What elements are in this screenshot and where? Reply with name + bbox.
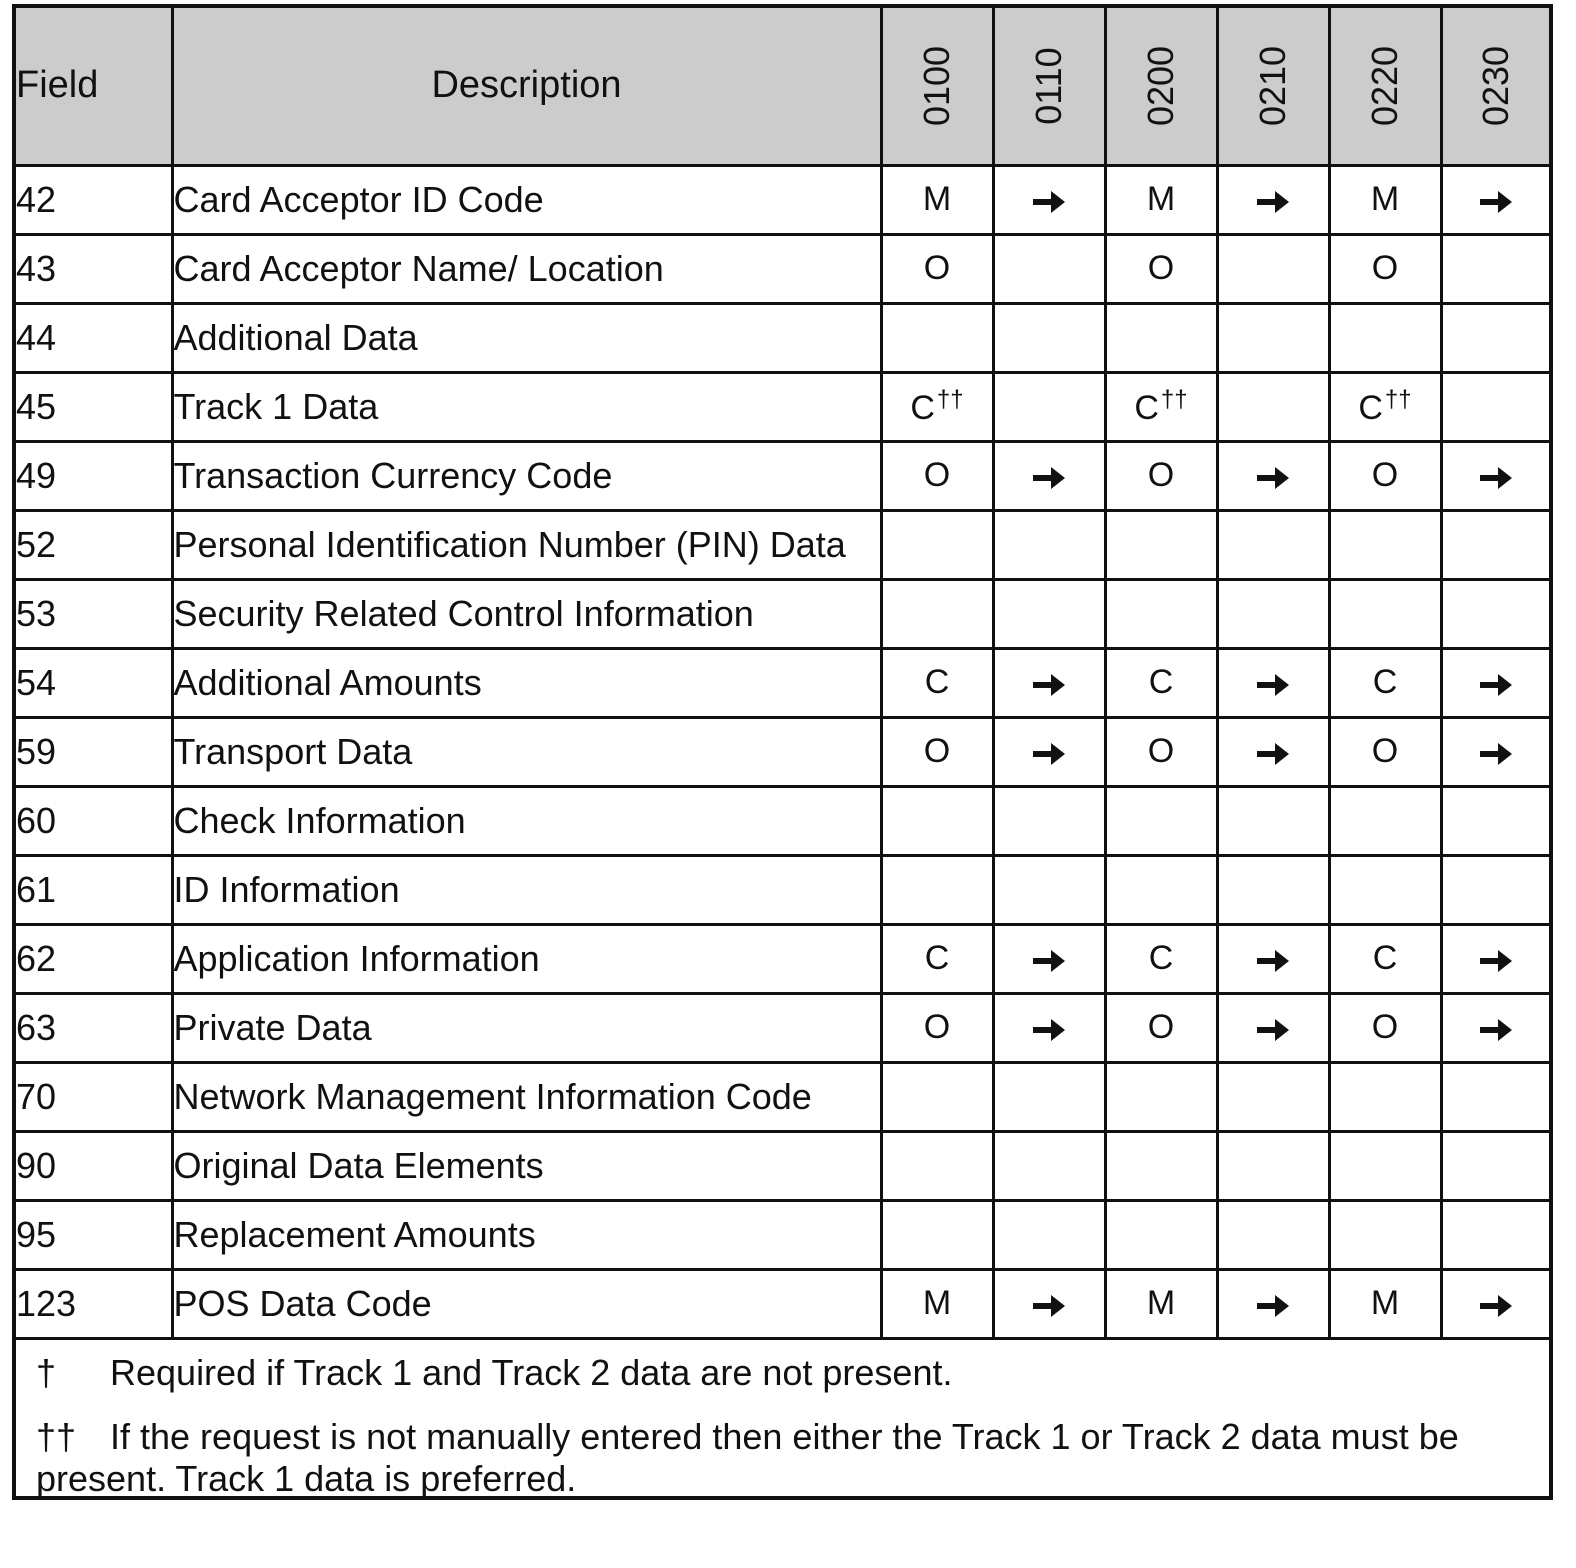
empty-cell bbox=[1441, 234, 1549, 303]
empty-cell bbox=[1329, 510, 1441, 579]
field-number-cell: 62 bbox=[16, 924, 172, 993]
echo-arrow-cell bbox=[993, 648, 1105, 717]
field-description-cell: Track 1 Data bbox=[172, 372, 881, 441]
table-body bbox=[16, 165, 1549, 1338]
empty-cell bbox=[1329, 1131, 1441, 1200]
empty-cell bbox=[1329, 786, 1441, 855]
table-row bbox=[16, 372, 1549, 441]
footnote-dagger bbox=[36, 1352, 1536, 1394]
empty-cell bbox=[1441, 372, 1549, 441]
field-description-cell: Additional Amounts bbox=[172, 648, 881, 717]
empty-cell bbox=[993, 1200, 1105, 1269]
field-number-cell: 63 bbox=[16, 993, 172, 1062]
field-number-cell: 60 bbox=[16, 786, 172, 855]
table-row bbox=[16, 993, 1549, 1062]
field-number-cell: 54 bbox=[16, 648, 172, 717]
empty-cell bbox=[1441, 855, 1549, 924]
table-row bbox=[16, 165, 1549, 234]
echo-arrow-cell bbox=[1217, 165, 1329, 234]
arrow-right-icon bbox=[1478, 179, 1514, 220]
field-number-cell: 90 bbox=[16, 1131, 172, 1200]
arrow-right-icon bbox=[1255, 1283, 1291, 1324]
empty-cell bbox=[1217, 579, 1329, 648]
requirement-cell: M bbox=[1105, 1269, 1217, 1338]
empty-cell bbox=[1105, 786, 1217, 855]
field-number-cell: 42 bbox=[16, 165, 172, 234]
requirement-cell: O bbox=[881, 993, 993, 1062]
header-description: Description bbox=[172, 8, 881, 165]
empty-cell bbox=[1217, 1200, 1329, 1269]
arrow-right-icon bbox=[1031, 938, 1067, 979]
arrow-right-icon bbox=[1255, 179, 1291, 220]
field-description-cell: Private Data bbox=[172, 993, 881, 1062]
echo-arrow-cell bbox=[993, 441, 1105, 510]
field-number-cell: 44 bbox=[16, 303, 172, 372]
empty-cell bbox=[993, 786, 1105, 855]
header-code-0110: 0110 bbox=[993, 8, 1105, 165]
empty-cell bbox=[993, 1062, 1105, 1131]
empty-cell bbox=[993, 579, 1105, 648]
echo-arrow-cell bbox=[1441, 993, 1549, 1062]
header-code-0100: 0100 bbox=[881, 8, 993, 165]
arrow-right-icon bbox=[1255, 455, 1291, 496]
requirement-cell: O bbox=[1329, 993, 1441, 1062]
empty-cell bbox=[1217, 1131, 1329, 1200]
requirement-cell: O bbox=[1329, 234, 1441, 303]
field-description-cell: Transport Data bbox=[172, 717, 881, 786]
empty-cell bbox=[1217, 1062, 1329, 1131]
field-number-cell: 70 bbox=[16, 1062, 172, 1131]
requirement-cell: C†† bbox=[881, 372, 993, 441]
requirement-cell: O bbox=[881, 441, 993, 510]
empty-cell bbox=[1441, 1062, 1549, 1131]
arrow-right-icon bbox=[1031, 662, 1067, 703]
empty-cell bbox=[881, 1200, 993, 1269]
header-code-0200: 0200 bbox=[1105, 8, 1217, 165]
table-row bbox=[16, 510, 1549, 579]
requirement-cell: C bbox=[881, 924, 993, 993]
message-field-table bbox=[16, 8, 1549, 1340]
requirement-cell: M bbox=[1105, 165, 1217, 234]
empty-cell bbox=[1441, 303, 1549, 372]
field-description-cell: Original Data Elements bbox=[172, 1131, 881, 1200]
echo-arrow-cell bbox=[1217, 924, 1329, 993]
field-number-cell: 59 bbox=[16, 717, 172, 786]
empty-cell bbox=[881, 1062, 993, 1131]
requirement-cell: M bbox=[881, 165, 993, 234]
table-row bbox=[16, 648, 1549, 717]
empty-cell bbox=[1329, 1200, 1441, 1269]
header-code-0230: 0230 bbox=[1441, 8, 1549, 165]
empty-cell bbox=[1217, 234, 1329, 303]
field-description-cell: Application Information bbox=[172, 924, 881, 993]
requirement-cell: O bbox=[1105, 717, 1217, 786]
empty-cell bbox=[1217, 372, 1329, 441]
table-row bbox=[16, 717, 1549, 786]
empty-cell bbox=[1105, 303, 1217, 372]
table-row bbox=[16, 855, 1549, 924]
empty-cell bbox=[1105, 579, 1217, 648]
table-row bbox=[16, 786, 1549, 855]
footnote-double-dagger bbox=[36, 1416, 1536, 1500]
empty-cell bbox=[1329, 1062, 1441, 1131]
echo-arrow-cell bbox=[993, 165, 1105, 234]
table-row bbox=[16, 924, 1549, 993]
empty-cell bbox=[1441, 786, 1549, 855]
arrow-right-icon bbox=[1031, 731, 1067, 772]
requirement-cell: C†† bbox=[1329, 372, 1441, 441]
requirement-cell: C bbox=[1105, 648, 1217, 717]
arrow-right-icon bbox=[1255, 1007, 1291, 1048]
empty-cell bbox=[993, 510, 1105, 579]
empty-cell bbox=[1441, 579, 1549, 648]
requirement-cell: O bbox=[1329, 717, 1441, 786]
arrow-right-icon bbox=[1255, 662, 1291, 703]
empty-cell bbox=[1441, 1200, 1549, 1269]
field-description-cell: Check Information bbox=[172, 786, 881, 855]
table-row bbox=[16, 303, 1549, 372]
arrow-right-icon bbox=[1478, 1283, 1514, 1324]
field-number-cell: 123 bbox=[16, 1269, 172, 1338]
requirement-cell: M bbox=[1329, 165, 1441, 234]
field-description-cell: Card Acceptor ID Code bbox=[172, 165, 881, 234]
empty-cell bbox=[1217, 786, 1329, 855]
empty-cell bbox=[993, 855, 1105, 924]
empty-cell bbox=[1217, 855, 1329, 924]
empty-cell bbox=[1441, 1131, 1549, 1200]
arrow-right-icon bbox=[1478, 938, 1514, 979]
empty-cell bbox=[881, 1131, 993, 1200]
echo-arrow-cell bbox=[1441, 648, 1549, 717]
requirement-cell: O bbox=[881, 717, 993, 786]
footnote-text: If the request is not manually entered then either the Track 1 or Track 2 data must be present. Track 1 data is preferred. bbox=[36, 1416, 1459, 1499]
echo-arrow-cell bbox=[1217, 1269, 1329, 1338]
echo-arrow-cell bbox=[1217, 993, 1329, 1062]
table-row bbox=[16, 1062, 1549, 1131]
arrow-right-icon bbox=[1031, 455, 1067, 496]
echo-arrow-cell bbox=[1441, 1269, 1549, 1338]
field-description-cell: ID Information bbox=[172, 855, 881, 924]
requirement-cell: C bbox=[1105, 924, 1217, 993]
field-description-cell: Network Management Information Code bbox=[172, 1062, 881, 1131]
empty-cell bbox=[1329, 855, 1441, 924]
field-number-cell: 45 bbox=[16, 372, 172, 441]
empty-cell bbox=[881, 579, 993, 648]
requirement-cell: O bbox=[1105, 441, 1217, 510]
field-description-cell: Transaction Currency Code bbox=[172, 441, 881, 510]
empty-cell bbox=[1217, 510, 1329, 579]
requirement-cell: C bbox=[1329, 648, 1441, 717]
table-row bbox=[16, 441, 1549, 510]
requirement-cell: C bbox=[1329, 924, 1441, 993]
footnotes bbox=[36, 1338, 1536, 1500]
arrow-right-icon bbox=[1478, 1007, 1514, 1048]
echo-arrow-cell bbox=[1441, 165, 1549, 234]
arrow-right-icon bbox=[1478, 455, 1514, 496]
arrow-right-icon bbox=[1031, 1007, 1067, 1048]
requirement-cell: O bbox=[1329, 441, 1441, 510]
field-description-cell: Additional Data bbox=[172, 303, 881, 372]
requirement-cell: O bbox=[1105, 993, 1217, 1062]
requirement-cell: M bbox=[1329, 1269, 1441, 1338]
table-row bbox=[16, 1269, 1549, 1338]
empty-cell bbox=[881, 303, 993, 372]
field-description-cell: Personal Identification Number (PIN) Data bbox=[172, 510, 881, 579]
footnote-text: Required if Track 1 and Track 2 data are not present. bbox=[110, 1352, 953, 1393]
field-description-cell: POS Data Code bbox=[172, 1269, 881, 1338]
requirement-cell: O bbox=[881, 234, 993, 303]
echo-arrow-cell bbox=[1441, 441, 1549, 510]
empty-cell bbox=[993, 234, 1105, 303]
empty-cell bbox=[993, 1131, 1105, 1200]
field-number-cell: 95 bbox=[16, 1200, 172, 1269]
echo-arrow-cell bbox=[993, 1269, 1105, 1338]
empty-cell bbox=[993, 303, 1105, 372]
footnote-mark: † bbox=[36, 1352, 57, 1393]
table-row bbox=[16, 1200, 1549, 1269]
arrow-right-icon bbox=[1255, 731, 1291, 772]
empty-cell bbox=[1105, 1062, 1217, 1131]
requirement-cell: M bbox=[881, 1269, 993, 1338]
empty-cell bbox=[1329, 579, 1441, 648]
empty-cell bbox=[1441, 510, 1549, 579]
requirement-cell: O bbox=[1105, 234, 1217, 303]
echo-arrow-cell bbox=[1441, 924, 1549, 993]
arrow-right-icon bbox=[1478, 731, 1514, 772]
empty-cell bbox=[1217, 303, 1329, 372]
table-row bbox=[16, 579, 1549, 648]
empty-cell bbox=[881, 510, 993, 579]
empty-cell bbox=[881, 855, 993, 924]
table-row bbox=[16, 1131, 1549, 1200]
arrow-right-icon bbox=[1255, 938, 1291, 979]
echo-arrow-cell bbox=[1441, 717, 1549, 786]
requirement-cell: C†† bbox=[1105, 372, 1217, 441]
header-field: Field bbox=[16, 8, 172, 165]
empty-cell bbox=[993, 372, 1105, 441]
header-code-0220: 0220 bbox=[1329, 8, 1441, 165]
empty-cell bbox=[1105, 1200, 1217, 1269]
echo-arrow-cell bbox=[993, 993, 1105, 1062]
arrow-right-icon bbox=[1031, 179, 1067, 220]
field-description-cell: Card Acceptor Name/ Location bbox=[172, 234, 881, 303]
field-number-cell: 49 bbox=[16, 441, 172, 510]
arrow-right-icon bbox=[1031, 1283, 1067, 1324]
requirement-cell: C bbox=[881, 648, 993, 717]
footnote-mark: †† bbox=[36, 1416, 77, 1457]
empty-cell bbox=[1105, 1131, 1217, 1200]
field-number-cell: 52 bbox=[16, 510, 172, 579]
echo-arrow-cell bbox=[1217, 717, 1329, 786]
header-row bbox=[16, 8, 1549, 165]
echo-arrow-cell bbox=[1217, 441, 1329, 510]
field-description-cell: Security Related Control Information bbox=[172, 579, 881, 648]
field-number-cell: 43 bbox=[16, 234, 172, 303]
field-number-cell: 61 bbox=[16, 855, 172, 924]
echo-arrow-cell bbox=[993, 924, 1105, 993]
empty-cell bbox=[1105, 855, 1217, 924]
empty-cell bbox=[1105, 510, 1217, 579]
table-row bbox=[16, 234, 1549, 303]
empty-cell bbox=[881, 786, 993, 855]
spec-table-frame bbox=[12, 4, 1553, 1500]
echo-arrow-cell bbox=[993, 717, 1105, 786]
field-number-cell: 53 bbox=[16, 579, 172, 648]
arrow-right-icon bbox=[1478, 662, 1514, 703]
echo-arrow-cell bbox=[1217, 648, 1329, 717]
header-code-0210: 0210 bbox=[1217, 8, 1329, 165]
empty-cell bbox=[1329, 303, 1441, 372]
field-description-cell: Replacement Amounts bbox=[172, 1200, 881, 1269]
